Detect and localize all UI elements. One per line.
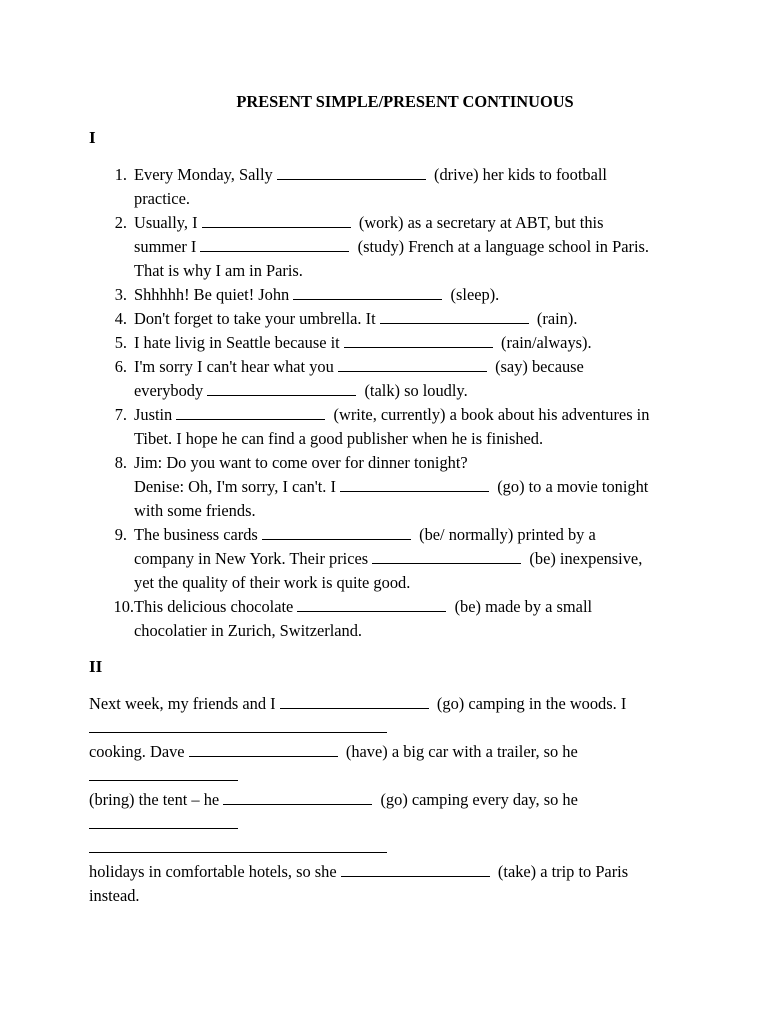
exercise-line xyxy=(134,307,694,331)
paragraph-line xyxy=(89,692,689,716)
exercise-text: (rain). xyxy=(528,309,578,328)
exercise-text: The business cards xyxy=(134,525,262,544)
exercise-line xyxy=(134,451,694,475)
exercise-text: with some friends. xyxy=(134,501,256,520)
exercise-text: (be/ normally) printed by a xyxy=(410,525,596,544)
exercise-line xyxy=(134,475,694,499)
exercise-number: 10. xyxy=(113,597,134,616)
paragraph-text: (take) a trip to Paris xyxy=(489,862,629,881)
exercise-text: (rain/always). xyxy=(492,333,592,352)
exercise-text: company in New York. Their prices xyxy=(134,549,373,568)
answer-blank[interactable] xyxy=(293,285,442,300)
paragraph-line xyxy=(89,764,689,788)
answer-blank[interactable] xyxy=(380,309,529,324)
exercise-text: Tibet. I hope he can find a good publisher when he is finished. xyxy=(134,429,544,448)
exercise-line xyxy=(134,211,694,235)
answer-blank[interactable] xyxy=(262,525,411,540)
answer-blank[interactable] xyxy=(189,742,338,757)
paragraph-text: (go) camping in the woods. I xyxy=(428,694,627,713)
answer-blank[interactable] xyxy=(372,549,521,564)
exercise-text: (study) French at a language school in Paris. xyxy=(349,237,649,256)
exercise-item xyxy=(0,451,694,523)
answer-blank[interactable] xyxy=(238,718,387,733)
exercise-item xyxy=(0,595,694,643)
exercise-line xyxy=(134,427,694,451)
paragraph-text: (go) camping every day, so he xyxy=(372,790,578,809)
exercise-line xyxy=(134,259,694,283)
answer-blank[interactable] xyxy=(200,237,349,252)
exercise-text: Shhhhh! Be quiet! John xyxy=(134,285,294,304)
paragraph-line xyxy=(89,740,689,764)
answer-blank[interactable] xyxy=(344,333,493,348)
section-heading-2: II xyxy=(89,657,103,676)
exercise-number: 3. xyxy=(114,285,127,304)
exercise-line xyxy=(134,283,694,307)
exercise-item xyxy=(0,403,694,451)
exercise-text: Jim: Do you want to come over for dinner tonight? xyxy=(134,453,468,472)
paragraph-text: cooking. Dave xyxy=(89,742,189,761)
answer-blank[interactable] xyxy=(277,165,426,180)
paragraph-line xyxy=(89,884,689,908)
exercise-line xyxy=(134,403,694,427)
answer-blank[interactable] xyxy=(176,405,325,420)
answer-blank[interactable] xyxy=(89,838,238,853)
answer-blank[interactable] xyxy=(207,381,356,396)
paragraph-text: (have) a big car with a trailer, so he xyxy=(337,742,578,761)
paragraph-text: Next week, my friends and I xyxy=(89,694,280,713)
exercise-item xyxy=(0,355,694,403)
exercise-text: That is why I am in Paris. xyxy=(134,261,303,280)
exercise-text: (be) inexpensive, xyxy=(521,549,643,568)
exercise-text: I'm sorry I can't hear what you xyxy=(134,357,338,376)
exercise-item xyxy=(0,283,694,307)
exercise-text: summer I xyxy=(134,237,201,256)
exercise-line xyxy=(134,355,694,379)
paragraph-text: (bring) the tent – he xyxy=(89,790,224,809)
exercise-item xyxy=(0,331,694,355)
fill-in-paragraph xyxy=(89,692,689,908)
answer-blank[interactable] xyxy=(297,597,446,612)
answer-blank[interactable] xyxy=(280,694,429,709)
exercise-number: 4. xyxy=(114,309,127,328)
exercise-number: 1. xyxy=(114,165,127,184)
exercise-text: I hate livig in Seattle because it xyxy=(134,333,344,352)
paragraph-line xyxy=(89,788,689,812)
answer-blank[interactable] xyxy=(89,814,238,829)
exercise-text: (sleep). xyxy=(442,285,500,304)
section-heading-1: I xyxy=(89,128,96,147)
exercise-text: (drive) her kids to football xyxy=(425,165,607,184)
exercise-line xyxy=(134,235,694,259)
exercise-number: 9. xyxy=(114,525,127,544)
exercise-item xyxy=(0,163,694,211)
exercise-line xyxy=(134,499,694,523)
answer-blank[interactable] xyxy=(223,790,372,805)
exercise-line xyxy=(134,379,694,403)
exercise-item xyxy=(0,211,694,283)
exercise-text: (say) because xyxy=(486,357,584,376)
exercise-text: (go) to a movie tonight xyxy=(489,477,649,496)
exercise-line xyxy=(134,595,694,619)
exercise-number: 6. xyxy=(114,357,127,376)
exercise-number: 5. xyxy=(114,333,127,352)
exercise-item xyxy=(0,307,694,331)
answer-blank[interactable] xyxy=(202,213,351,228)
exercise-item xyxy=(0,523,694,595)
answer-blank[interactable] xyxy=(338,357,487,372)
exercise-line xyxy=(134,331,694,355)
exercise-text: Denise: Oh, I'm sorry, I can't. I xyxy=(134,477,341,496)
answer-blank[interactable] xyxy=(238,838,387,853)
exercise-text: yet the quality of their work is quite good. xyxy=(134,573,411,592)
exercise-list xyxy=(0,163,694,643)
exercise-text: (be) made by a small xyxy=(446,597,593,616)
paragraph-text: instead. xyxy=(89,886,140,905)
exercise-line xyxy=(134,547,694,571)
exercise-line xyxy=(134,523,694,547)
exercise-line xyxy=(134,571,694,595)
answer-blank[interactable] xyxy=(89,766,238,781)
exercise-line xyxy=(134,187,694,211)
answer-blank[interactable] xyxy=(341,862,490,877)
exercise-number: 8. xyxy=(114,453,127,472)
exercise-text: (talk) so loudly. xyxy=(356,381,468,400)
paragraph-line xyxy=(89,812,689,836)
page-title: PRESENT SIMPLE/PRESENT CONTINUOUS xyxy=(236,92,574,111)
paragraph-text: holidays in comfortable hotels, so she xyxy=(89,862,341,881)
paragraph-line xyxy=(89,860,689,884)
exercise-text: Every Monday, Sally xyxy=(134,165,277,184)
exercise-line xyxy=(134,619,694,643)
exercise-number: 2. xyxy=(114,213,127,232)
exercise-text: everybody xyxy=(134,381,208,400)
exercise-line xyxy=(134,163,694,187)
paragraph-line xyxy=(89,836,689,860)
paragraph-line xyxy=(89,716,689,740)
exercise-text: (write, currently) a book about his adventures in xyxy=(325,405,650,424)
exercise-number: 7. xyxy=(114,405,127,424)
exercise-text: chocolatier in Zurich, Switzerland. xyxy=(134,621,363,640)
answer-blank[interactable] xyxy=(89,718,238,733)
exercise-text: Don't forget to take your umbrella. It xyxy=(134,309,380,328)
exercise-text: Justin xyxy=(134,405,177,424)
exercise-text: practice. xyxy=(134,189,190,208)
exercise-text: Usually, I xyxy=(134,213,202,232)
answer-blank[interactable] xyxy=(340,477,489,492)
exercise-text: (work) as a secretary at ABT, but this xyxy=(350,213,604,232)
exercise-text: This delicious chocolate xyxy=(134,597,298,616)
